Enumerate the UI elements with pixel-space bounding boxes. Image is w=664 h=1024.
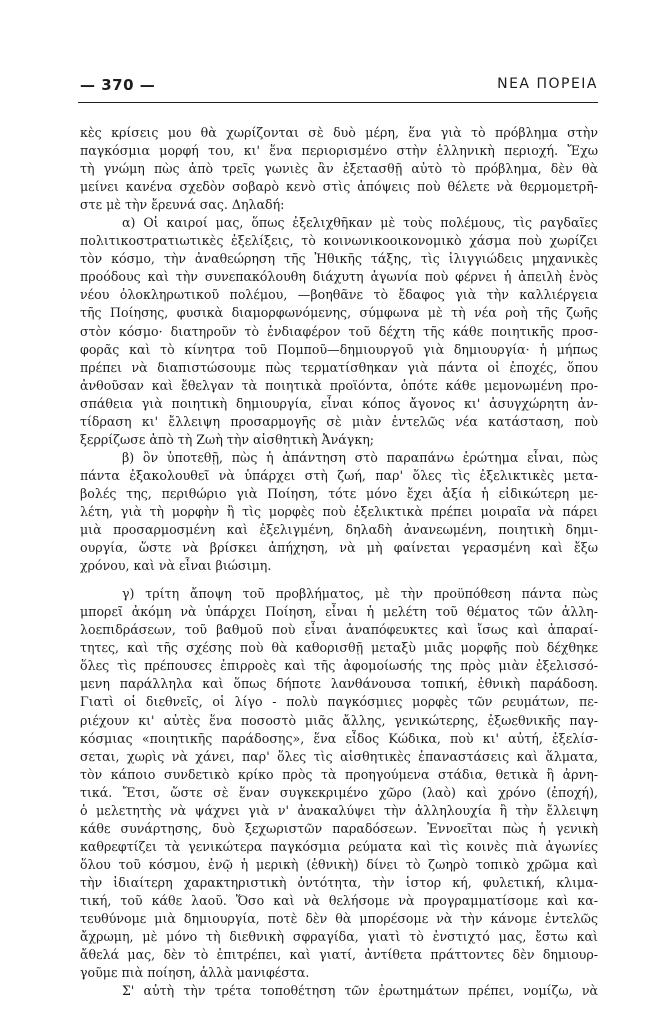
text-line: ὅλου τοῦ κόσμου, ἐνῷ ἡ μερικὴ (ἐθνικὴ) δίνει τὸ ζωηρὸ τοπικὸ χρῶμα καὶ <box>80 856 598 872</box>
text-line: καθρεφτίζει τὰ γενικώτερα παγκόσμια ρεύματα καὶ τὶς κοινὲς πιὰ ἀγωνίες <box>80 838 598 854</box>
text-line: κάθε συνάρτησης, δυὸ ξεχωριστῶν παραδόσεων. Ἐννοεῖται πὼς ἡ γενικὴ <box>80 820 598 836</box>
text-line: σπάθεια γιὰ ποιητικὴ δημιουργία, εἶναι κόπος ἄγονος κι' ἀσυγχώρητη ἀν- <box>80 395 598 411</box>
text-line: τητες, καὶ τῆς σχέσης ποὺ θὰ καθορισθῇ μεταξὺ μιᾶς μορφῆς ποὺ δέχθηκε <box>80 640 598 656</box>
text-line: σεται, χωρὶς νὰ χάνει, παρ' ὅλες τὶς αἰσθητικὲς ἐπαναστάσεις καὶ ἅλματα, <box>80 748 598 764</box>
text-line: τὸν κάποιο συνδετικὸ κρίκο πρὸς τὰ προηγούμενα στάδια, θετικὰ ἢ ἀρνη- <box>80 766 598 782</box>
text-line: κόσμιας «ποιητικῆς παράδοσης», ἕνα εἶδος Κώδικα, ποὺ κι' αὐτή, ἐξελίσ- <box>80 730 598 746</box>
text-line: τίδραση κι' ἔλλειψη προσαρμογῆς σὲ μιὰν ἐντελῶς νέα κατάσταση, ποὺ <box>80 413 598 429</box>
page-header <box>80 76 598 98</box>
text-line: ἀνθοῦσαν καὶ ἔθελγαν τὰ ποιητικὰ προϊόντα, ὁπότε κάθε μεμονωμένη προ- <box>80 377 598 393</box>
text-line: γοῦμε πιὰ ποίηση, ἀλλὰ μανιφέστα. <box>80 965 310 981</box>
text-line: στε μὲ τὴν ἔρευνά σας. Δηλαδή: <box>80 197 285 213</box>
text-line: τευθύνομε μιὰ δημιουργία, ποτὲ δὲν θὰ μπορέσομε νὰ τὴν κάνομε ἐντελῶς <box>80 911 598 927</box>
text-line: πάντα ἐξακολουθεῖ νὰ ὑπάρχει στὴ ζωή, παρ' ὅλες τὶς ἐξελικτικὲς μετα- <box>80 467 598 483</box>
text-line: νέου ὁλοκληρωτικοῦ πολέμου, —βοηθᾶνε τὸ ἔδαφος γιὰ τὴν καλλιέργεια <box>80 287 598 303</box>
text-line: ἄχρωμη, μὲ μόνο τὴ διεθνικὴ σφραγίδα, γιατὶ τὸ ἐνστιχτό μας, ἔστω καὶ <box>80 929 598 945</box>
text-line: βολές της, περιθώριο γιὰ Ποίηση, τότε μόνο ἔχει ἀξία ἡ εἰδικώτερη με- <box>80 485 598 501</box>
text-line: β) ὂν ὑποτεθῇ, πὼς ἡ ἀπάντηση στὸ παραπάνω ἐρώτημα εἶναι, πὼς <box>122 449 598 465</box>
text-line: τὸν κόσμο, τὴν ἀναθεώρηση τῆς Ἠθικῆς τάξης, τὶς ἰλιγγιώδεις μηχανικὲς <box>80 251 598 267</box>
text-line: κὲς κρίσεις μου θὰ χωρίζονται σὲ δυὸ μέρη, ἕνα γιὰ τὸ πρόβλημα στὴν <box>80 125 598 140</box>
text-line: ἄθελά μας, δὲν τὸ ἐπιτρέπει, καὶ γιατί, ἀντίθετα πράττοντες δὲν δημιουρ- <box>80 947 598 963</box>
page-number: — 370 — <box>80 76 156 94</box>
text-line: τικά. Ἔτσι, ὥστε σὲ ἕναν συγκεκριμένο χῶρο (λαὸ) καὶ χρόνο (ἐποχή), <box>80 784 598 800</box>
text-line: τῆς Ποίησης, φυσικὰ διαμορφωνόμενης, σύμφωνα μὲ τὴ νέα ροὴ τῆς ζωῆς <box>80 305 598 321</box>
text-line: τική, τοῦ κάθε λαοῦ. Ὅσο καὶ νὰ θελήσομε νὰ προγραμματίσομε καὶ κα- <box>80 892 598 908</box>
text-line: στὸν κόσμο· διατηροῦν τὸ ἐνδιαφέρον τοῦ δέχτη τῆς κάθε ποιητικῆς προσ- <box>80 323 598 339</box>
text-line: φορᾶς καὶ τὸ κίνητρα τοῦ Πομποῦ—δημιουργοῦ γιὰ δημιουργία· ἡ μήπως <box>80 341 598 357</box>
text-line: μιὰ προσαρμοσμένη καὶ ἐξελιγμένη, δηλαδὴ ἀνανεωμένη, ποιητικὴ δημι- <box>80 522 598 538</box>
journal-title: ΝΕΑ ΠΟΡΕΙΑ <box>497 76 598 92</box>
text-line: ξερρίζωσε ἀπὸ τὴ Ζωὴ τὴν αἰσθητικὴ Ἀνάγκη; <box>80 431 374 447</box>
text-line: α) Οἱ καιροί μας, ὅπως ἐξελιχθῆκαν μὲ τοὺς πολέμους, τὶς ραγδαῖες <box>122 215 598 231</box>
text-line: ριέχουν κι' αὐτὲς ἕνα ποσοστὸ μιᾶς ἄλλης, γενικώτερης, ἐξωεθνικῆς παγ- <box>80 712 598 728</box>
text-line: προόδους καὶ τὴν συνεπακόλουθη διάχυτη ἀγωνία ποὺ φέρνει ἡ ἀπειλὴ ἑνὸς <box>80 269 598 285</box>
text-line: τὴν ἰδιαίτερη χαρακτηριστικὴ ὀντότητα, τὴν ἱστορ κή, φυλετική, κλιμα- <box>80 874 598 890</box>
text-line: ὅλες τὶς πρέπουσες ἐπιρροὲς καὶ τῆς ἀφομοίωσής της πρὸς μιὰν ἐξελισσό- <box>80 658 598 674</box>
text-line: παγκόσμια μορφή του, κι' ἕνα περιορισμένο στὴν ἑλληνικὴ περιοχή. Ἔχω <box>80 143 598 159</box>
text-line: λοεπιδράσεων, τοῦ βαθμοῦ ποὺ εἶναι ἀναπόφευκτες καὶ ἴσως καὶ ἀπαραί- <box>80 622 598 638</box>
text-line: τὴ γνώμη πὼς ἀπὸ τρεῖς γωνιὲς ἂν ἐξετασθῇ αὐτὸ τὸ πρόβλημα, δὲν θὰ <box>80 161 598 177</box>
header-rule <box>78 102 598 103</box>
text-line: ουργία, ὥστε νὰ βρίσκει ἀπήχηση, νὰ μὴ φαίνεται γερασμένη καὶ ἔξω <box>80 540 598 556</box>
text-line: γ) τρίτη ἄποψη τοῦ προβλήματος, μὲ τὴν προϋπόθεση πάντα πὼς <box>122 586 598 602</box>
text-line: ὁ μελετητὴς νὰ ψάχνει γιὰ ν' ἀνακαλύψει τὴν ἀλληλουχία ἢ τὴν ἔλλειψη <box>80 802 598 818</box>
text-line: λέτη, γιὰ τὴ μορφὴν ἢ τὶς μορφὲς ποὺ ἐξελικτικὰ πρέπει μοιραῖα νὰ πάρει <box>80 503 598 519</box>
article-body <box>80 124 598 1000</box>
text-line: Σ' αὐτὴ τὴν τρέτα τοποθέτηση τῶν ἐρωτημάτων πρέπει, νομίζω, νὰ <box>122 983 598 999</box>
text-line: Γιατὶ οἱ διεθνεῖς, οἱ λίγο - πολὺ παγκόσμιες μορφὲς τῶν ρευμάτων, πε- <box>80 694 598 710</box>
text-line: μείνει κανένα σχεδὸν σοβαρὸ κενὸ στὶς ἀπόψεις ποὺ θέλετε νὰ θερμομετρῆ- <box>80 179 598 195</box>
text-line: μενη παράλληλα καὶ ὅπως δήποτε λανθάνουσα τοπική, ἐθνικὴ παράδοση. <box>80 676 598 692</box>
text-line: χρόνου, καὶ νὰ εἶναι βιώσιμη. <box>80 558 272 574</box>
text-line: μπορεῖ ἀκόμη νὰ ὑπάρχει Ποίηση, εἶναι ἡ μελέτη τοῦ θέματος τῶν ἀλλη- <box>80 604 598 620</box>
text-line: πρέπει νὰ διαπιστώσουμε πὼς τερματίσθηκαν γιὰ πάντα οἱ ἐποχές, ὅπου <box>80 359 598 375</box>
text-line: πολιτικοστρατιωτικὲς ἐξελίξεις, τὸ κοινωνικοοικονομικὸ χάσμα ποὺ χωρίζει <box>80 233 598 249</box>
